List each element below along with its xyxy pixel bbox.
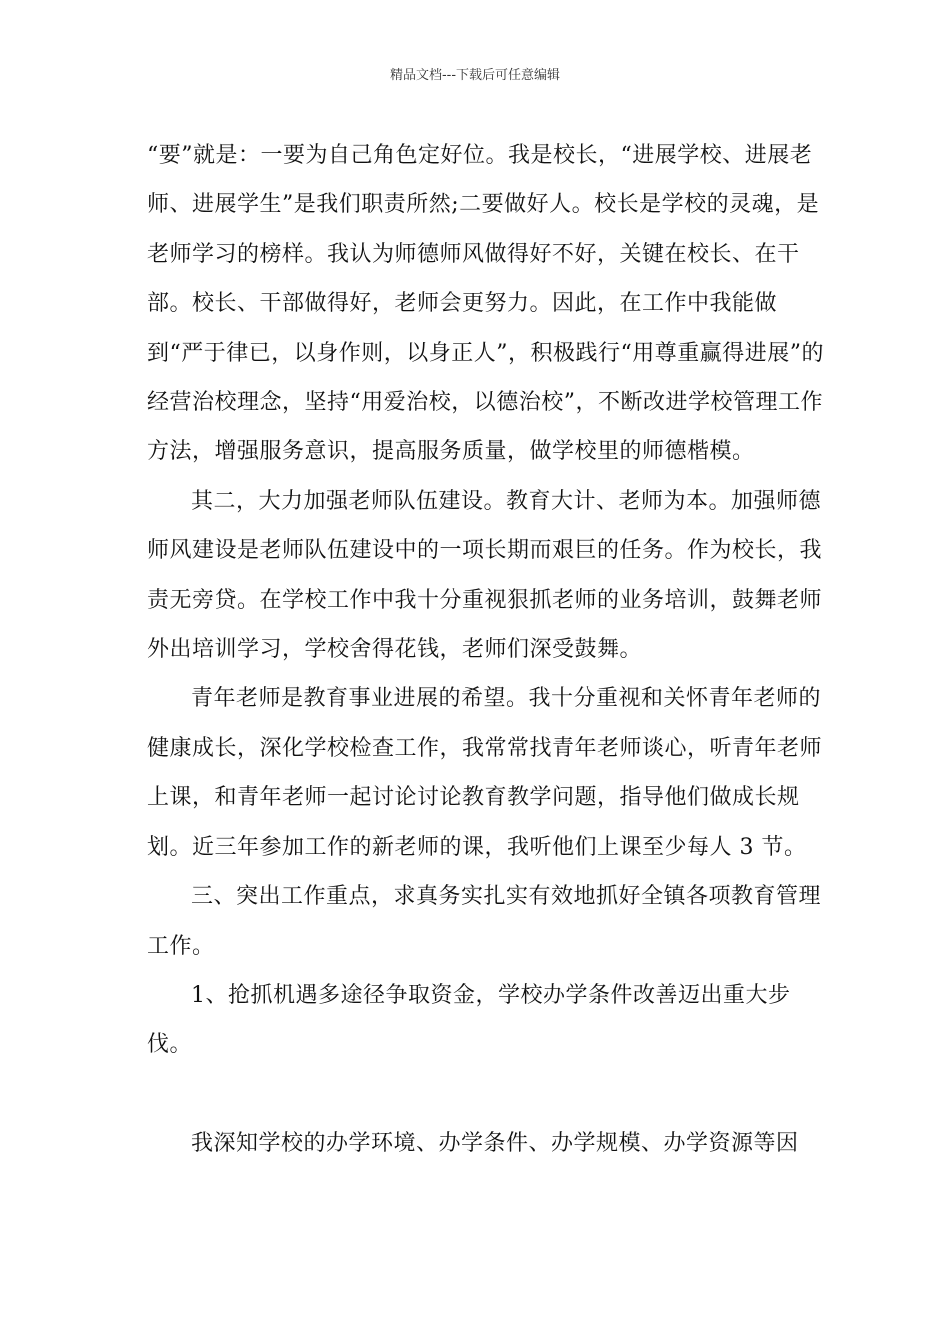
paragraph-6: 我深知学校的办学环境、办学条件、办学规模、办学资源等因 <box>191 1130 799 1156</box>
paragraph-3: 青年老师是教育事业进展的希望。我十分重视和关怀青年老师的健康成长，深化学校检查工作，我常常找青年老师谈心，听青年老师上课，和青年老师一起讨论讨论教育教学问题，指导他们做成长规划。近三年参加工作的新老师的课，我听他们上课至少每人 3 节。 <box>147 686 823 860</box>
page-header: 精品文档---下载后可任意编辑 <box>389 68 561 83</box>
blank-line <box>147 1070 827 1119</box>
paragraph-5: 1、抢抓机遇多途径争取资金，学校办学条件改善迈出重大步伐。 <box>147 982 791 1058</box>
paragraph-1: “要”就是：一要为自己角色定好位。我是校长，“进展学校、进展老师、进展学生”是我们职责所然;二要做好人。校长是学校的灵魂，是老师学习的榜样。我认为师德师风做得好不好，关键在校长、在干部。校长、干部做得好，老师会更努力。因此，在工作中我能做到“严于律已，以身作则，以身正人”，积极践行“用尊重赢得进展”的经营治校理念，坚持“用爱治校，以德治校”，不断改进学校管理工作方法，增强服务意识，提高服务质量，做学校里的师德楷模。 <box>147 143 824 465</box>
paragraph-2: 其二，大力加强老师队伍建设。教育大计、老师为本。加强师德师风建设是老师队伍建设中的一项长期而艰巨的任务。作为校长，我责无旁贷。在学校工作中我十分重视狠抓老师的业务培训，鼓舞老师外出培训学习，学校舍得花钱，老师们深受鼓舞。 <box>147 488 823 663</box>
paragraph-4: 三、突出工作重点，求真务实扎实有效地抓好全镇各项教育管理工作。 <box>147 884 822 959</box>
document-body <box>147 131 827 1168</box>
